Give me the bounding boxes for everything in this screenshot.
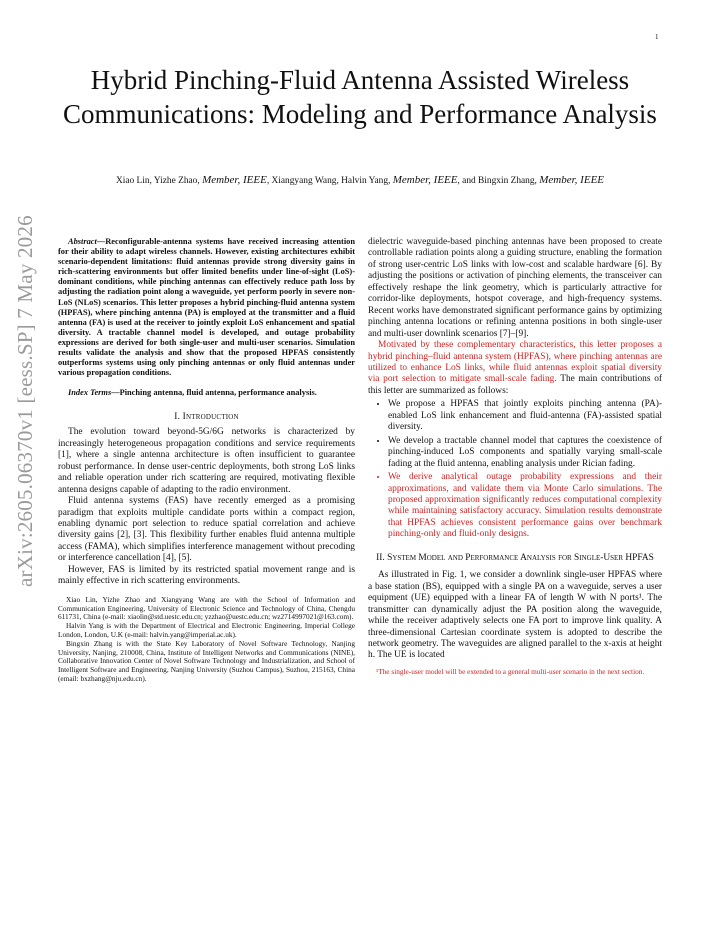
left-column [58,237,355,684]
page-number: 1 [655,33,659,41]
author-line [50,174,670,186]
single-user-footnote: ¹The single-user model will be extended to a general multi-user scenario in the next section. [376,666,645,676]
index-terms-text: —Pinching antenna, fluid antenna, performance analysis. [111,388,317,398]
motivation-paragraph [368,340,662,397]
member-tag-2: Member, IEEE [392,174,458,186]
author-names-2: , Xiangyang Wang, Halvin Yang, [266,176,391,186]
motivation-tail: The main contributions of this letter are summarized as follows: [368,374,663,396]
intro-paragraph-2: Fluid antenna systems (FAS) have recently emerged as a promising paradigm that exploits multiple candidate ports within a compact region, enabling dynamic port selection to reduce spatial correlation and achieve diversity gains [2], [3]. This flexibility further enables fluid antenna multiple access (FAMA), which simplifies interference management without precoding or interference cancellation [4], [5]. [58,496,355,564]
index-terms-label: Index Terms [68,388,112,398]
paper-title: Hybrid Pinching-Fluid Antenna Assisted Wireless Communications: Modeling and Performance Analysis [63,65,657,129]
contribution-item-2: • We develop a tractable channel model that captures the coexistence of pinching-induced LoS components and spatially varying small-scale fading at the fluid antenna, enabling analysis under Rician fading. [388,436,662,470]
motivation-highlight: Motivated by these complementary characteristics, this letter proposes a hybrid pinching–fluid antenna system (HPFAS), where pinching antennas are utilized to enhance LoS links, while fluid antennas exploit spatial diversity via port selection to mitigate small-scale fading. [368,340,662,385]
intro-paragraph-3: However, FAS is limited by its restricted spatial movement range and is mainly effective in rich scattering environments. [58,564,355,587]
member-tag-3: Member, IEEE [539,174,605,186]
abstract [58,237,355,378]
contributions-list [368,399,662,540]
system-model-paragraph: As illustrated in Fig. 1, we consider a downlink single-user HPFAS where a base station (BS), equipped with a single PA on a waveguide, serves a user equipment (UE) equipped with a linear FA of length W with N ports¹. The transmitter can dynamically adjust the PA position along the waveguide, while the receiver adaptively selects one FA port to improve link quality. A three-dimensional Cartesian coordinate system is adopted to describe the network geometry. The waveguides are aligned parallel to the x-axis at height h. The UE is located [368,570,662,661]
affiliation-footnotes [58,596,355,684]
author-names-3: , and Bingxin Zhang, [457,176,537,186]
contribution-item-3: • We derive analytical outage probability expressions and their approximations, and validate them via Monte Carlo simulations. The proposed approximation significantly reduces computational complexity while maintaining satisfactory accuracy. Simulation results demonstrate that HPFAS achieves consistent performance gains over benchmark pinching-only and fluid-only designs. [388,472,662,541]
member-tag-1: Member, IEEE [202,174,267,186]
intro-paragraph-1: The evolution toward beyond-5G/6G networks is characterized by increasingly heterogeneous propagation conditions and service requirements [1], where a single antenna architecture is often insufficient to guarantee robust performance. In dense user-centric deployments, both strong LoS links and reliable operation under rich scattering are required, motivating flexible antenna designs capable of adapting to the radio environment. [58,427,355,495]
affiliation-footnote-3: Bingxin Zhang is with the State Key Laboratory of Novel Software Technology, Nanjing University, Nanjing, 210008, China, Institute of Intelligent Networks and Communications (NINE), Collaborative Innovation Center of Novel Software Technology and Industrialization, and School of Intelligent Software and Engineering, Nanjing University (Suzhou Campus), Suzhou, 215163, China (email: bxzhang@nju.edu.cn). [58,638,355,683]
index-terms [58,388,355,398]
abstract-text: —Reconfigurable-antenna systems have received increasing attention for their ability to adapt wireless channels. However, existing architectures exhibit scenario-dependent limitations: fluid antennas provide strong diversity gains in rich-scattering environments but offer limited benefits under line-of-sight (LoS)-dominant conditions, while pinching antennas can effectively reduce path loss by adjusting the radiation point along a waveguide, yet perform poorly in severe non-LoS (NLoS) scenarios. This letter proposes a hybrid pinching-fluid antenna system (HPFAS), where pinching antenna (PA) is employed at the transmitter and a fluid antenna (FA) is used at the receiver to jointly exploit LoS enhancement and spatial diversity. A tractable channel model is developed, and outage probability expressions are derived for both single-user and multi-user scenarios. Simulation results validate the analysis and show that the proposed HPFAS consistently outperforms systems using only pinching antennas or only fluid antennas under various propagation conditions. [58,237,355,378]
right-column [368,237,662,677]
affiliation-footnote-2: Halvin Yang is with the Department of Electrical and Electronic Engineering, Imperial College London, London, U.K (e-mail: halvin.yang@imperial.ac.uk). [58,621,355,639]
abstract-label: Abstract [68,237,97,246]
section-heading-introduction: I. Introduction [174,412,239,423]
author-names-1: Xiao Lin, Yizhe Zhao, [115,176,200,186]
arxiv-stamp: arXiv:2605.06370v1 [eess.SP] 7 May 2026 [13,215,37,587]
affiliation-footnote-1: Xiao Lin, Yizhe Zhao and Xiangyang Wang are with the School of Information and Communication Engineering, University of Electronic Science and Technology of China, Chengdu 611731, China (e-mail: xiaolin@std.uestc.edu.cn; yzzhao@uestc.edu.cn; wz2714997021@163.com). [58,594,355,622]
contribution-item-1: • We propose a HPFAS that jointly exploits pinching antenna (PA)-enabled LoS link enhancement and fluid-antenna (FA)-assisted spatial diversity. [388,399,662,433]
section-heading-system-model: II. System Model and Performance Analysis for Single-User HPFAS [376,552,654,563]
right-paragraph-1: dielectric waveguide-based pinching antennas have been proposed to create controllable radiation points along a guiding structure, enabling the formation of strong user-centric LoS links with low-cost and scalable hardware [6]. By adjusting the positions or activation of pinching elements, the transceiver can effectively reshape the link geometry, which is particularly attractive for corridor-like deployments, hotspot coverage, and high-frequency systems. Recent works have demonstrated significant performance gains by optimizing pinching antenna locations or refining antenna positions in both single-user and multi-user downlink scenarios [7]–[9]. [368,237,662,339]
